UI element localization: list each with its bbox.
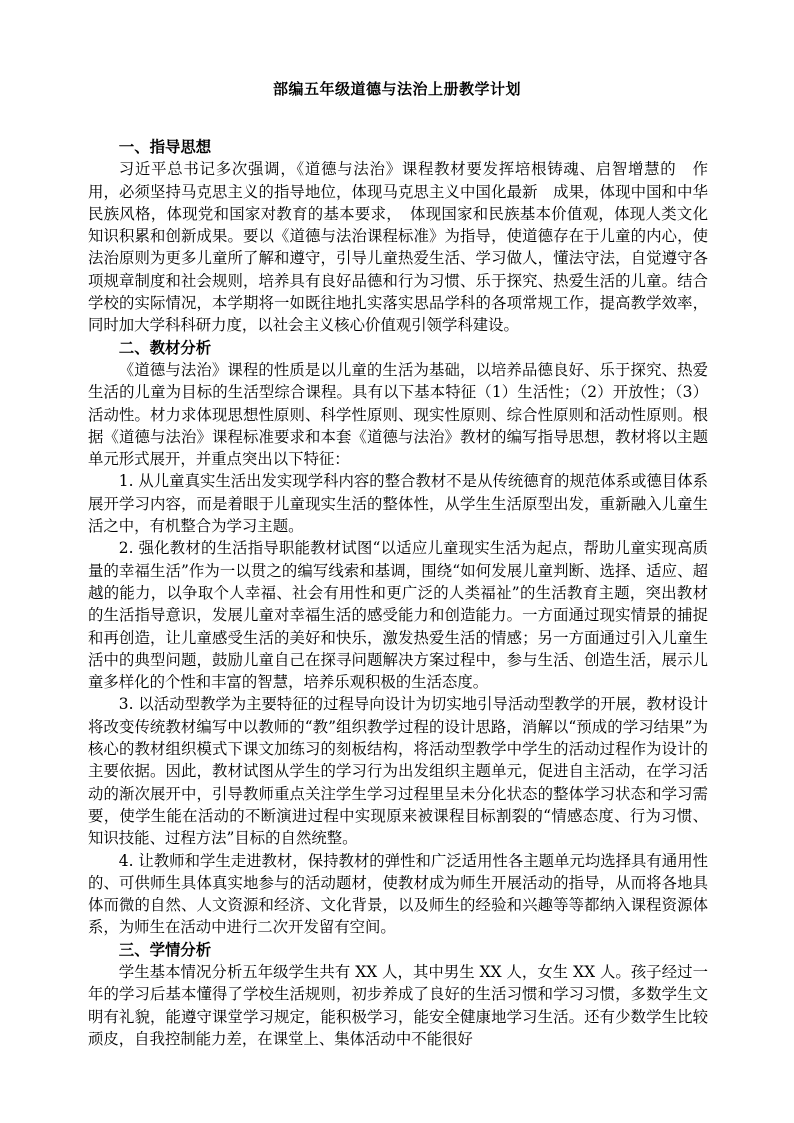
paragraph: 习近平总书记多次强调，《道德与法治》课程教材要发挥培根铸魂、启智增慧的 作用，必须坚持马克思主义的指导地位，体现马克思主义中国化最新 成果，体现中国和中华民族风格，体现党和国家对教育的基本要求， 体现国家和民族基本价值观，体现人类文化知识积累和创新成果。要以《道德与法治课程标准》为指导，使道德存在于儿童的内心，使法治原则为更多儿童所了解和遵守，引导儿童热爱生活、学习做人，懂法守法，自觉遵守各项规章制度和社会规则，培养具有良好品德和行为习惯、乐于探究、热爱生活的儿童。结合学校的实际情况，本学期将一如既往地扎实落实思品学科的各项常规工作，提高教学效率，同时加大学科科研力度，以社会主义核心价值观引领学科建设。 <box>88 160 708 335</box>
paragraph: 学生基本情况分析五年级学生共有 XX 人，其中男生 XX 人，女生 XX 人。孩子经过一年的学习后基本懂得了学校生活规则，初步养成了良好的生活习惯和学习习惯，多数学生文明有礼貌，能遵守课堂学习规定，能积极学习，能安全健康地学习生活。还有少数学生比较顽皮，自我控制能力差，在课堂上、集体活动中不能很好 <box>88 962 708 1048</box>
document-body <box>88 136 708 1050</box>
section-heading-student-analysis: 三、学情分析 <box>118 940 212 959</box>
paragraph: 《道德与法治》课程的性质是以儿童的生活为基础，以培养品德良好、乐于探究、热爱生活的儿童为目标的生活型综合课程。具有以下基本特征（1）生活性；（2）开放性；（3）活动性。材力求体现思想性原则、科学性原则、现实性原则、综合性原则和活动性原则。根据《道德与法治》课程标准要求和本套《道德与法治》教材的编写指导思想，教材将以主题单元形式展开，并重点突出以下特征： <box>88 360 708 469</box>
paragraph: 2. 强化教材的生活指导职能教材试图“以适应儿童现实生活为起点，帮助儿童实现高质量的幸福生活”作为一以贯之的编写线索和基调，围绕“如何发展儿童判断、选择、适应、超越的能力，以争取个人幸福、社会有用性和更广泛的人类福祉”的生活教育主题，突出教材的生活指导意识，发展儿童对幸福生活的感受能力和创造能力。一方面通过现实情景的捕捉和再创造，让儿童感受生活的美好和快乐，激发热爱生活的情感；另一方面通过引入儿童生活中的典型问题，鼓励儿童自己在探寻问题解决方案过程中，参与生活、创造生活，展示儿童多样化的个性和丰富的智慧，培养乐观积极的生活态度。 <box>88 539 708 692</box>
section-heading-guiding-thought: 一、指导思想 <box>118 138 212 156</box>
paragraph: 4. 让教师和学生走进教材，保持教材的弹性和广泛适用性各主题单元均选择具有通用性的、可供师生具体真实地参与的活动题材，使教材成为师生开展活动的指导，从而将各地具体而微的自然、人文资源和经济、文化背景，以及师生的经验和兴趣等等都纳入课程资源体系，为师生在活动中进行二次开发留有空间。 <box>88 851 708 937</box>
document-title: 部编五年级道德与法治上册教学计划 <box>272 80 521 98</box>
paragraph: 1. 从儿童真实生活出发实现学科内容的整合教材不是从传统德育的规范体系或德目体系展开学习内容，而是着眼于儿童现实生活的整体性，从学生生活原型出发，重新融入儿童生活之中，有机整合为学习主题。 <box>88 472 708 536</box>
section-heading-textbook-analysis: 二、教材分析 <box>118 338 212 357</box>
paragraph: 3. 以活动型教学为主要特征的过程导向设计为切实地引导活动型教学的开展，教材设计将改变传统教材编写中以教师的“教”组织教学过程的设计思路，消解以“预成的学习结果”为核心的教材组织模式下课文加练习的刻板结构，将活动型教学中学生的活动过程作为设计的主要依据。因此，教材试图从学生的学习行为出发组织主题单元，促进自主活动，在学习活动的渐次展开中，引导教师重点关注学生学习过程里呈未分化状态的整体学习状态和学习需要，使学生能在活动的不断演进过程中实现原来被课程目标割裂的“情感态度、行为习惯、知识技能、过程方法”目标的自然统整。 <box>88 695 708 848</box>
